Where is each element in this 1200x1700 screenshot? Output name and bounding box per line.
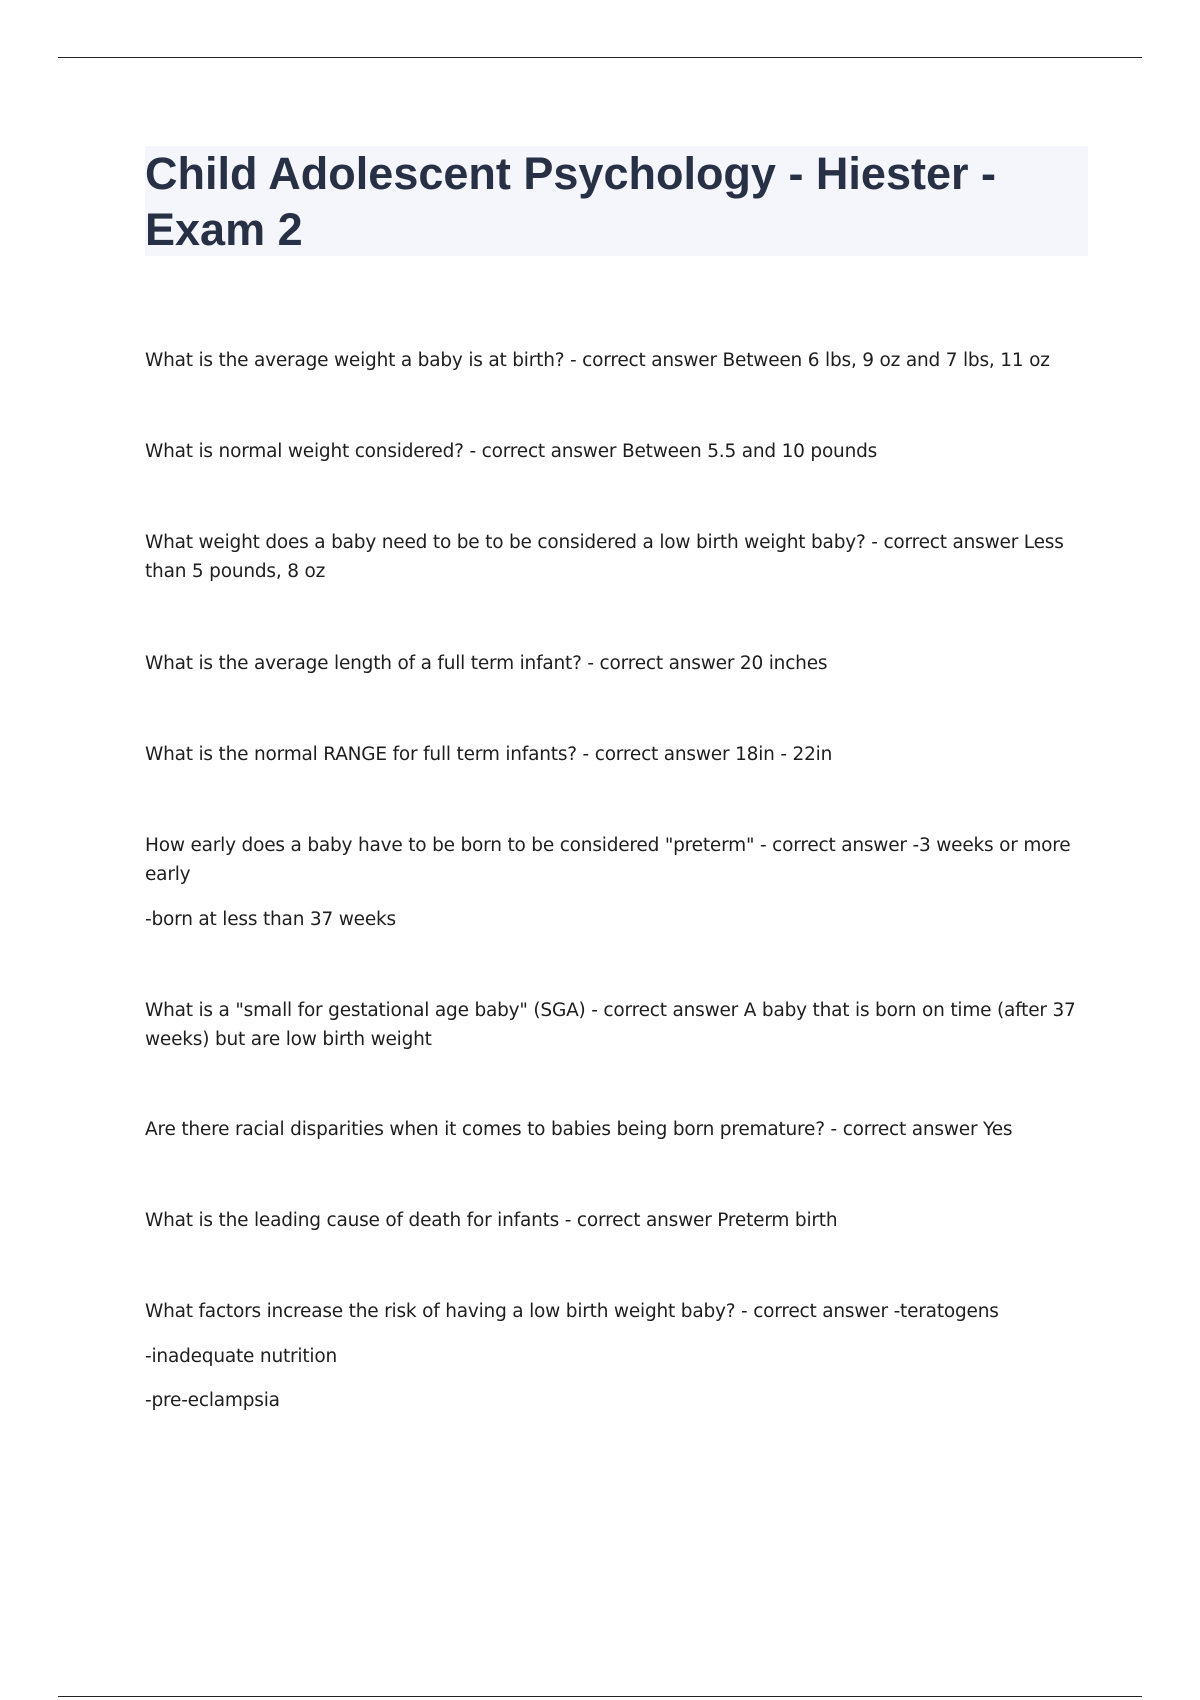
qa-text: What is the normal RANGE for full term infants? - correct answer 18in - 22in [145,744,833,765]
qa-text: How early does a baby have to be born to be considered "preterm" - correct answer -3 weeks or more early [145,835,1071,885]
qa-text: What is the leading cause of death for infants - correct answer Preterm birth [145,1210,838,1231]
qa-item [145,346,1080,375]
top-rule [58,57,1142,58]
qa-item [145,1115,1080,1144]
qa-text: What is normal weight considered? - correct answer Between 5.5 and 10 pounds [145,441,878,462]
page-title: Child Adolescent Psychology - Hiester - Exam 2 [145,148,997,255]
qa-item [145,528,1080,586]
qa-item [145,831,1080,934]
qa-item [145,437,1080,466]
bottom-rule [58,1696,1142,1697]
title-banner [145,146,1088,256]
qa-text: What weight does a baby need to be to be considered a low birth weight baby? - correct answer Less than 5 pounds, 8 oz [145,532,1064,582]
qa-text: What is a "small for gestational age baby" (SGA) - correct answer A baby that is born on time (after 37 weeks) but are low birth weight [145,1000,1076,1050]
qa-text: Are there racial disparities when it comes to babies being born premature? - correct answer Yes [145,1119,1013,1140]
qa-item [145,1297,1080,1415]
qa-text: What is the average weight a baby is at birth? - correct answer Between 6 lbs, 9 oz and 7 lbs, 11 oz [145,350,1050,371]
qa-item [145,740,1080,769]
qa-item [145,1206,1080,1235]
qa-text: What is the average length of a full term infant? - correct answer 20 inches [145,653,828,674]
qa-item [145,996,1080,1054]
qa-item [145,649,1080,678]
qa-answer-line: -born at less than 37 weeks [145,909,396,930]
qa-answer-line: -pre-eclampsia [145,1390,280,1411]
qa-answer-line: -inadequate nutrition [145,1346,338,1367]
qa-text: What factors increase the risk of having a low birth weight baby? - correct answer -teratogens [145,1301,999,1322]
